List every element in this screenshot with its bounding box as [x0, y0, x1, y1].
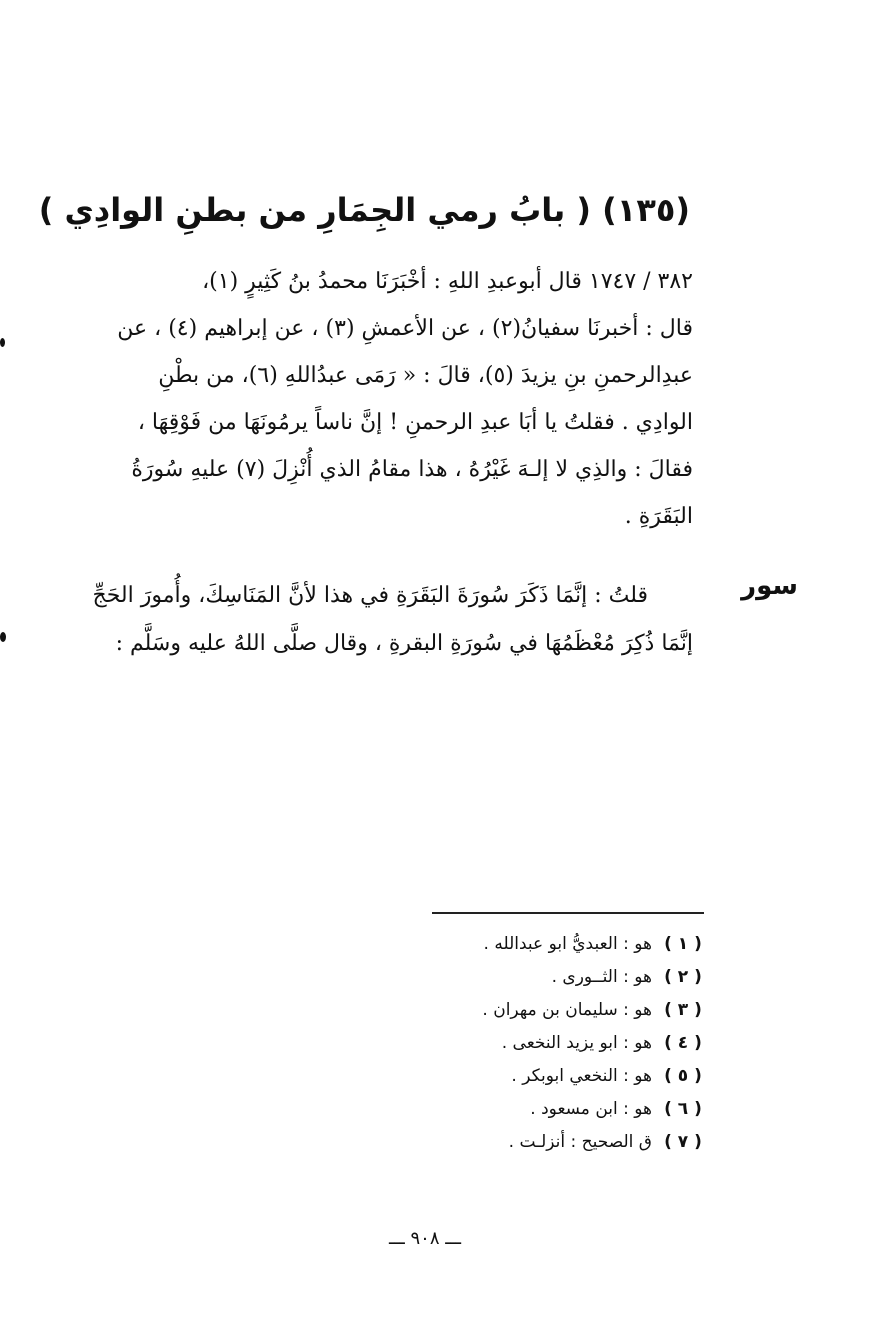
commentary-text — [28, 572, 693, 668]
footnote-text: هو : الثــورى . — [551, 967, 652, 987]
hadith-line: البَقَرَةِ . — [624, 504, 693, 529]
margin-note: سور — [741, 571, 798, 601]
footnote-number: ( ٢ ) — [664, 967, 702, 987]
footnote-text: هو : النخعي ابوبكر . — [511, 1066, 652, 1086]
footnote-number: ( ٤ ) — [664, 1033, 702, 1053]
hadith-line: فقالَ : والذِي لا إلـهَ غَيْرُهُ ، هذا مقامُ الذي أُنْزِلَ (٧) عليهِ سُورَةُ — [131, 457, 693, 482]
hadith-line: عبدِالرحمنِ بنِ يزيدَ (٥)، قالَ : « رَمَى عبدُاللهِ (٦)، من بطْنِ — [158, 363, 693, 388]
footnote-item — [400, 1126, 706, 1159]
footnote-item — [400, 1093, 706, 1126]
footnote-number: ( ٥ ) — [664, 1066, 702, 1086]
footnote-item — [400, 1060, 706, 1093]
footnote-item — [400, 961, 706, 994]
page-number: ـــ ٩٠٨ ـــ — [388, 1228, 462, 1249]
commentary-line: إنَّمَا ذُكِرَ مُعْظَمُهَا في سُورَةِ البقرةِ ، وقال صلَّى اللهُ عليه وسَلَّم : — [115, 631, 693, 656]
footnote-item — [400, 928, 706, 961]
footnote-text: هو : العبديُّ ابو عبدالله . — [483, 934, 652, 954]
footnote-item — [400, 994, 706, 1027]
footnote-item — [400, 1027, 706, 1060]
footnote-divider — [432, 912, 704, 914]
edge-dot-mark — [0, 338, 5, 347]
footnote-text: هو : سليمان بن مهران . — [482, 1000, 652, 1020]
footnote-number: ( ٦ ) — [664, 1099, 702, 1119]
footnote-text: هو : ابو يزيد النخعى . — [501, 1033, 652, 1053]
hadith-line: قال : أخبرنَا سفيانُ(٢) ، عن الأعمشِ (٣) ، عن إبراهيم (٤) ، عن — [117, 316, 693, 341]
footnote-text: هو : ابن مسعود . — [530, 1099, 652, 1119]
hadith-line: ٣٨٢ / ١٧٤٧ قال أبوعبدِ اللهِ : أخْبَرَنَا محمدُ بنُ كَثِيرٍ (١)، — [202, 269, 693, 294]
chapter-heading: (١٣٥) ( بابُ رمي الجِمَارِ من بطنِ الوادِي ) — [38, 191, 690, 229]
footnote-number: ( ٧ ) — [664, 1132, 702, 1152]
footnotes-list — [400, 928, 706, 1159]
footnote-number: ( ١ ) — [664, 934, 702, 954]
hadith-line: الوادِي . فقلتُ يا أبَا عبدِ الرحمنِ ! إنَّ ناساً يرمُونَهَا من فَوْقِهَا ، — [137, 410, 693, 435]
edge-dot-mark — [0, 632, 6, 642]
footnote-text: ق الصحيح : أنزلـت . — [508, 1132, 652, 1152]
footnote-number: ( ٣ ) — [664, 1000, 702, 1020]
commentary-line: قلتُ : إنَّمَا ذَكَرَ سُورَةَ البَقَرَةِ في هذا لأنَّ المَنَاسِكَ، وأُمورَ الحَجِّ — [92, 583, 648, 608]
hadith-text — [28, 258, 693, 540]
